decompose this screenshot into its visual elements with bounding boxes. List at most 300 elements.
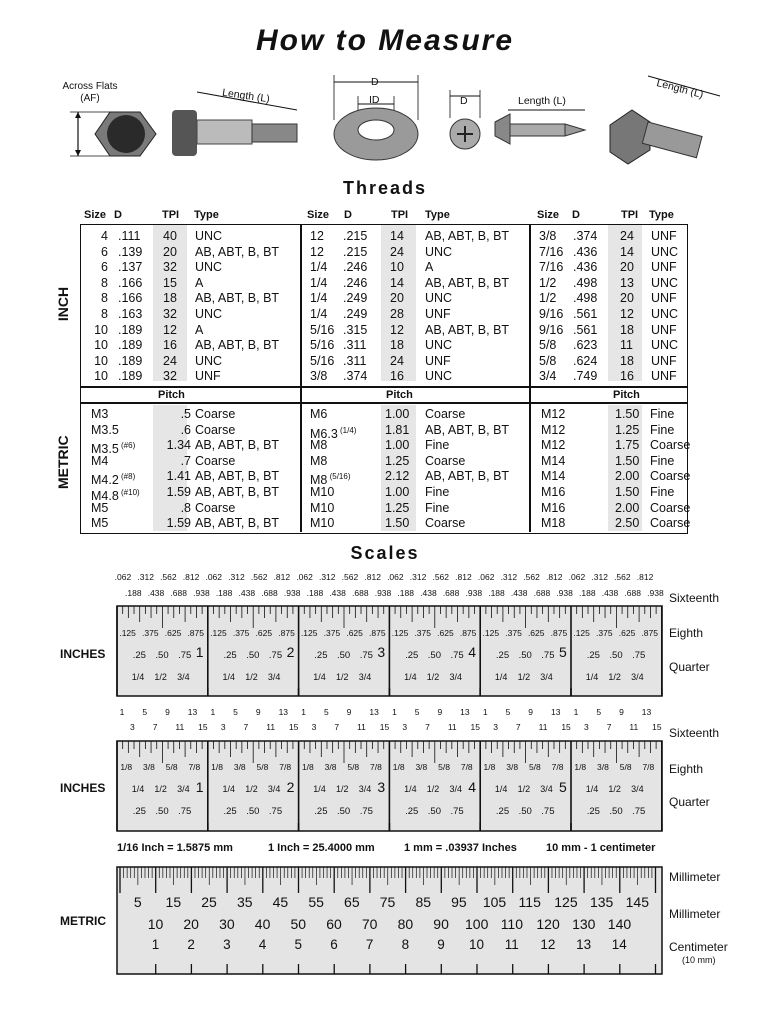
mm-odd-label: 85	[415, 894, 432, 910]
inch-d: .561	[573, 307, 598, 321]
metric-size-value: M10	[310, 500, 335, 515]
inch-size: 8	[101, 307, 108, 321]
fraction-quarter-label: 3/4	[449, 784, 463, 794]
inch-d: .166	[118, 275, 143, 290]
fraction-sixteenth-label: 3	[493, 722, 498, 732]
inch-size: 9/16	[539, 307, 564, 321]
decimal-quarter-label: .25	[314, 806, 328, 817]
fraction-eighth-label: 7/8	[370, 762, 382, 772]
inch-size: 1/2	[539, 275, 557, 290]
metric-pitch: .6	[180, 422, 191, 437]
metric-pitch: 1.50	[385, 516, 410, 531]
metric-size-equivalent: (1/4)	[337, 425, 357, 435]
decimal-sixteenth-label: .188	[125, 588, 142, 598]
inch-d: .311	[343, 338, 367, 353]
thread-header-tpi: TPI	[621, 209, 639, 221]
sixteenth-label: Sixteenth	[669, 591, 720, 605]
inch-tpi: 40	[163, 229, 177, 243]
inch-size: 4	[101, 229, 108, 243]
decimal-quarter-label: .50	[246, 806, 260, 817]
thread-header-type: Type	[425, 209, 450, 221]
decimal-quarter-label: .75	[268, 806, 283, 817]
mm-even-label: 10	[147, 916, 164, 932]
mm-even-label: 90	[433, 916, 449, 932]
inch-side-label: INCH	[55, 286, 71, 322]
quarter-label: Quarter	[669, 660, 710, 674]
decimal-eighth-label: .875	[187, 628, 204, 638]
inch-d: .436	[573, 244, 598, 259]
inch-d: .189	[118, 369, 143, 384]
metric-pitch: 1.50	[615, 485, 640, 499]
metric-pitch: 1.00	[385, 407, 410, 421]
decimal-sixteenth-label: .938	[647, 588, 664, 598]
thread-header-type: Type	[649, 209, 674, 221]
metric-type: Fine	[650, 422, 675, 437]
inch-d: .374	[343, 369, 368, 384]
metric-type: Fine	[650, 453, 675, 468]
mm-odd-label: 115	[518, 894, 541, 910]
decimal-eighth-label: .375	[232, 628, 250, 638]
fraction-sixteenth-label: 15	[379, 722, 390, 732]
decimal-top-label: .312	[500, 572, 518, 582]
millimeter-label-2: Millimeter	[669, 907, 721, 921]
decimal-quarter-label: .75	[359, 806, 373, 817]
centimeter-sub-label: (10 mm)	[682, 955, 716, 965]
decimal-top-label: .562	[341, 572, 359, 582]
inch-tpi: 16	[620, 369, 634, 384]
inch-d: .215	[343, 244, 368, 259]
decimal-top-label: .062	[114, 572, 132, 582]
mm-even-label: 70	[361, 916, 378, 932]
fraction-eighth-label: 1/8	[120, 762, 133, 772]
fraction-eighth-label: 1/8	[392, 762, 405, 772]
metric-pitch: 2.50	[615, 516, 640, 531]
inch-size: 3/8	[310, 369, 328, 384]
metric-side-label: METRIC	[55, 435, 71, 489]
inch-d: .561	[573, 322, 598, 337]
metric-type: Fine	[425, 485, 450, 499]
decimal-top-label: .312	[228, 572, 245, 582]
quarter-label: Quarter	[669, 795, 710, 809]
inch-type: UNC	[195, 307, 223, 321]
decimal-sixteenth-label: .938	[193, 588, 210, 598]
fraction-sixteenth-label: 7	[515, 722, 521, 732]
decimal-sixteenth-label: .188	[579, 588, 596, 598]
decimal-top-label: .062	[568, 572, 586, 582]
metric-label: METRIC	[60, 914, 106, 928]
inch-d: .189	[118, 338, 143, 353]
fraction-quarter-label: 1/4	[313, 784, 326, 794]
cm-label: 4	[258, 937, 267, 952]
inch-d: .498	[573, 275, 598, 290]
inch-d: .166	[118, 291, 143, 306]
mm-even-label: 130	[572, 916, 596, 932]
inch-tpi: 12	[390, 322, 404, 337]
decimal-top-label: .312	[318, 572, 336, 582]
fraction-eighth-label: 5/8	[528, 762, 541, 772]
inch-tpi: 18	[163, 291, 177, 306]
metric-size-equivalent: (#10)	[118, 488, 140, 497]
decimal-eighth-label: .875	[550, 628, 568, 638]
fraction-quarter-label: 1/4	[494, 784, 508, 794]
metric-size-equivalent: (#6)	[118, 441, 136, 451]
mm-odd-label: 65	[344, 894, 360, 910]
fraction-sixteenth-label: 3	[584, 722, 589, 732]
fraction-eighth-label: 7/8	[551, 762, 564, 772]
inch-type: AB, ABT, B, BT	[195, 291, 280, 306]
inch-type: UNC	[195, 353, 223, 368]
inch-tpi: 14	[390, 275, 404, 290]
cm-label: 6	[330, 937, 338, 952]
page-title: How to Measure	[255, 24, 515, 57]
metric-size-value: M14	[541, 453, 566, 468]
conversion-cm: 10 mm - 1 centimeter	[546, 842, 656, 854]
screw-d-label: D	[460, 95, 468, 107]
inch-type: UNC	[195, 260, 223, 275]
mm-odd-label: 55	[308, 894, 324, 910]
inch-number: 1	[195, 779, 204, 795]
inch-size: 5/8	[539, 338, 557, 353]
fraction-sixteenth-top-label: 5	[142, 707, 148, 717]
decimal-quarter-label: .25	[495, 650, 510, 661]
cm-label: 13	[576, 937, 592, 952]
decimal-sixteenth-label: .688	[624, 588, 641, 598]
decimal-eighth-label: .875	[459, 628, 477, 638]
decimal-quarter-label: .25	[405, 806, 419, 817]
fraction-sixteenth-label: 11	[266, 722, 276, 732]
metric-size-value: M18	[541, 516, 566, 531]
decimal-quarter-label: .25	[586, 806, 600, 817]
decimal-sixteenth-label: .188	[306, 588, 324, 598]
fraction-eighth-label: 1/8	[483, 762, 496, 772]
decimal-sixteenth-label: .688	[533, 588, 551, 598]
fraction-sixteenth-label: 11	[357, 722, 366, 732]
inch-type: AB, ABT, B, BT	[195, 338, 280, 353]
mm-odd-label: 15	[165, 894, 182, 910]
inch-tpi: 14	[390, 229, 404, 243]
thread-header-d: D	[114, 209, 122, 221]
inch-type: UNC	[651, 338, 679, 353]
conversion-sixteenth: 1/16 Inch = 1.5875 mm	[117, 842, 233, 854]
decimal-eighth-label: .875	[641, 628, 658, 638]
metric-size-value: M14	[541, 469, 566, 484]
fraction-quarter-label: 3/4	[540, 672, 553, 682]
decimal-quarter-label: .50	[155, 806, 169, 817]
metric-type: AB, ABT, B, BT	[195, 438, 280, 453]
inch-type: UNC	[425, 291, 453, 306]
fraction-sixteenth-label: 3	[311, 722, 317, 732]
inch-number: 4	[468, 644, 476, 660]
inch-size: 5/8	[539, 353, 557, 368]
decimal-sixteenth-label: .438	[601, 588, 619, 598]
inch-type: UNC	[425, 369, 453, 384]
millimeter-label: Millimeter	[669, 870, 721, 884]
fraction-sixteenth-label: 7	[425, 722, 430, 732]
metric-pitch: .5	[180, 407, 191, 421]
inch-type: AB, ABT, B, BT	[195, 244, 280, 259]
fraction-sixteenth-label: 11	[629, 722, 639, 732]
mm-even-label: 80	[397, 916, 414, 932]
fraction-sixteenth-top-label: 13	[187, 707, 198, 717]
decimal-quarter-label: .75	[450, 806, 464, 817]
mm-odd-label: 75	[379, 894, 396, 910]
decimal-top-label: .562	[432, 572, 450, 582]
decimal-eighth-label: .125	[119, 628, 136, 638]
mm-odd-label: 135	[589, 894, 614, 910]
decimal-quarter-label: .50	[518, 650, 532, 661]
thread-header-d: D	[572, 209, 580, 221]
fraction-sixteenth-label: 7	[606, 722, 612, 732]
decimal-quarter-label: .50	[518, 806, 532, 817]
decimal-quarter-label: .75	[450, 650, 464, 661]
inch-size: 3/8	[539, 229, 557, 243]
decimal-top-label: .562	[523, 572, 540, 582]
fraction-sixteenth-label: 7	[152, 722, 158, 732]
decimal-quarter-label: .75	[359, 650, 373, 661]
fraction-quarter-label: 1/4	[131, 784, 145, 794]
cm-label: 1	[151, 937, 160, 952]
decimal-quarter-label: .50	[427, 650, 442, 661]
inch-type: UNC	[425, 338, 453, 353]
fraction-sixteenth-top-label: 9	[437, 707, 443, 717]
metric-pitch: 1.50	[615, 407, 640, 421]
inch-type: AB, ABT, B, BT	[425, 275, 510, 290]
inch-number: 5	[559, 644, 567, 660]
decimal-eighth-label: .125	[482, 628, 500, 638]
fraction-sixteenth-top-label: 1	[573, 707, 579, 717]
decimal-top-label: .812	[273, 572, 291, 582]
cm-label: 8	[401, 937, 410, 952]
decimal-sixteenth-label: .438	[147, 588, 165, 598]
fraction-quarter-label: 1/4	[585, 784, 599, 794]
metric-pitch: 1.41	[166, 469, 191, 484]
thread-header-size: Size	[84, 209, 107, 221]
metric-type: Coarse	[425, 407, 466, 421]
fraction-eighth-label: 7/8	[460, 762, 473, 772]
fraction-eighth-label: 5/8	[165, 762, 178, 772]
decimal-sixteenth-label: .938	[556, 588, 573, 598]
inch-size: 1/2	[539, 291, 557, 306]
decimal-sixteenth-label: .938	[283, 588, 301, 598]
mm-even-label: 20	[183, 916, 199, 932]
inch-type: UNF	[651, 322, 677, 337]
fraction-quarter-label: 3/4	[358, 672, 372, 682]
decimal-eighth-label: .125	[391, 628, 409, 638]
metric-type: Coarse	[650, 500, 691, 515]
inch-d: .624	[573, 353, 598, 368]
metric-type: AB, ABT, B, BT	[195, 469, 280, 484]
fraction-quarter-label: 1/2	[608, 784, 621, 794]
metric-type: Coarse	[650, 438, 691, 453]
decimal-eighth-label: .125	[573, 628, 590, 638]
metric-size-value: M16	[541, 500, 566, 515]
length-label-3: Length (L)	[655, 77, 705, 101]
decimal-eighth-label: .625	[437, 628, 454, 638]
fraction-sixteenth-top-label: 1	[119, 707, 125, 717]
inch-d: .498	[573, 291, 598, 306]
inch-number: 5	[559, 779, 567, 795]
metric-size-value: M6.3	[310, 426, 338, 441]
fraction-sixteenth-label: 15	[198, 722, 208, 732]
metric-size-value: M3.5	[91, 422, 119, 437]
thread-header-size: Size	[307, 209, 330, 221]
inch-size: 10	[94, 338, 108, 353]
metric-size-value: M3.5	[91, 442, 119, 457]
inch-tpi: 24	[390, 353, 404, 368]
fraction-quarter-label: 1/4	[222, 672, 236, 682]
fraction-eighth-label: 7/8	[642, 762, 655, 772]
inch-type: UNC	[425, 244, 453, 259]
inch-type: A	[195, 275, 204, 290]
metric-size-equivalent: (5/16)	[327, 472, 351, 482]
inch-type: UNF	[195, 369, 221, 384]
fraction-quarter-label: 1/4	[494, 672, 508, 682]
inch-tpi: 11	[620, 338, 633, 353]
decimal-top-label: .062	[477, 572, 495, 582]
fraction-sixteenth-label: 15	[652, 722, 662, 732]
thread-header-tpi: TPI	[391, 209, 409, 221]
metric-size-value: M5	[91, 516, 109, 531]
length-label-2: Length (L)	[518, 95, 566, 107]
metric-size-equivalent: (#8)	[118, 472, 136, 482]
fraction-quarter-label: 1/2	[517, 784, 531, 794]
af-label: Across Flats (AF)	[62, 81, 118, 104]
decimal-sixteenth-label: .438	[510, 588, 528, 598]
metric-size-value: M4.8	[91, 489, 119, 504]
inch-tpi: 13	[620, 275, 634, 290]
decimal-quarter-label: .50	[337, 650, 351, 661]
inch-d: .623	[573, 338, 598, 353]
mm-odd-label: 45	[272, 894, 289, 910]
fraction-eighth-label: 1/8	[211, 762, 223, 772]
decimal-quarter-label: .75	[632, 650, 646, 661]
mm-odd-label: 95	[451, 894, 467, 910]
fraction-sixteenth-top-label: 9	[346, 707, 352, 717]
metric-pitch: 1.59	[166, 516, 191, 531]
fraction-quarter-label: 3/4	[267, 784, 281, 794]
metric-pitch: 2.00	[615, 500, 640, 515]
metric-size-value: M12	[541, 422, 566, 437]
thread-header-tpi: TPI	[162, 209, 180, 221]
fraction-quarter-label: 1/2	[608, 672, 621, 682]
inch-d: .189	[118, 353, 143, 368]
inch-number: 4	[468, 779, 476, 795]
inch-type: UNF	[651, 229, 677, 243]
metric-pitch: 1.25	[615, 422, 640, 437]
cm-label: 7	[365, 937, 374, 952]
scales-title: Scales	[350, 543, 420, 563]
cm-label: 10	[469, 937, 485, 952]
inch-size: 1/4	[310, 275, 328, 290]
inch-type: UNF	[425, 307, 451, 321]
metric-size-value: M8	[310, 453, 328, 468]
decimal-eighth-label: .875	[278, 628, 295, 638]
mm-even-label: 30	[219, 916, 235, 932]
inch-tpi: 20	[163, 244, 177, 259]
fraction-quarter-label: 1/4	[131, 672, 145, 682]
inch-tpi: 12	[620, 307, 634, 321]
inch-size: 9/16	[539, 322, 564, 337]
decimal-quarter-label: .25	[132, 806, 146, 817]
decimal-sixteenth-label: .938	[465, 588, 483, 598]
metric-pitch: 1.81	[385, 422, 410, 437]
metric-size-value: M12	[541, 438, 566, 453]
fraction-quarter-label: 3/4	[631, 672, 644, 682]
inch-tpi: 20	[620, 260, 634, 275]
inch-type: UNF	[651, 369, 677, 384]
fraction-sixteenth-top-label: 5	[414, 707, 420, 717]
fraction-quarter-label: 1/2	[245, 784, 258, 794]
inch-size: 12	[310, 244, 324, 259]
decimal-top-label: .812	[182, 572, 200, 582]
fraction-eighth-label: 5/8	[347, 762, 360, 772]
inch-size: 12	[310, 229, 324, 243]
metric-pitch: .8	[180, 500, 191, 515]
fraction-eighth-label: 7/8	[188, 762, 201, 772]
fraction-quarter-label: 3/4	[631, 784, 644, 794]
inch-size: 5/16	[310, 353, 335, 368]
inch-type: UNC	[651, 307, 679, 321]
inch-tpi: 20	[620, 291, 634, 306]
fraction-sixteenth-label: 7	[334, 722, 340, 732]
conversion-inch: 1 Inch = 25.4000 mm	[268, 842, 375, 854]
metric-pitch: 1.34	[166, 438, 191, 453]
fraction-sixteenth-top-label: 1	[210, 707, 216, 717]
decimal-eighth-label: .625	[164, 628, 182, 638]
metric-type: Coarse	[195, 422, 236, 437]
metric-pitch: 1.75	[615, 438, 640, 453]
metric-type: Fine	[425, 500, 450, 515]
fraction-quarter-label: 1/4	[313, 672, 326, 682]
metric-size-value: M5	[91, 500, 109, 515]
fraction-eighth-label: 1/8	[574, 762, 587, 772]
decimal-quarter-label: .25	[223, 650, 237, 661]
metric-size-value: M8	[310, 438, 328, 453]
decimal-sixteenth-label: .188	[215, 588, 233, 598]
fraction-sixteenth-top-label: 13	[369, 707, 379, 717]
metric-type: Coarse	[195, 453, 236, 468]
inch-type: AB, ABT, B, BT	[425, 322, 510, 337]
decimal-quarter-label: .75	[268, 650, 283, 661]
metric-type: Coarse	[650, 516, 691, 531]
inch-d: .246	[343, 275, 368, 290]
decimal-top-label: .062	[205, 572, 223, 582]
fraction-eighth-label: 3/8	[597, 762, 609, 772]
inch-tpi: 16	[163, 338, 177, 353]
decimal-quarter-label: .75	[178, 650, 192, 661]
decimal-quarter-label: .25	[223, 806, 237, 817]
decimal-quarter-label: .75	[178, 806, 192, 817]
fraction-sixteenth-label: 3	[220, 722, 226, 732]
inch-size: 10	[94, 322, 108, 337]
inch-type: A	[195, 322, 204, 337]
fraction-eighth-label: 3/8	[324, 762, 337, 772]
inch-size: 8	[101, 275, 108, 290]
decimal-sixteenth-label: .688	[170, 588, 187, 598]
fraction-quarter-label: 1/2	[336, 672, 349, 682]
inch-type: UNC	[651, 275, 679, 290]
fraction-sixteenth-top-label: 5	[323, 707, 329, 717]
threads-title: Threads	[342, 178, 428, 198]
mm-even-label: 50	[290, 916, 307, 932]
cm-label: 3	[223, 937, 231, 952]
metric-pitch: .7	[180, 453, 191, 468]
decimal-top-label: .312	[409, 572, 427, 582]
decimal-quarter-label: .75	[541, 650, 555, 661]
decimal-quarter-label: .25	[405, 650, 419, 661]
metric-size-value: M4.2	[91, 473, 119, 488]
washer-d-label: D	[371, 76, 379, 88]
